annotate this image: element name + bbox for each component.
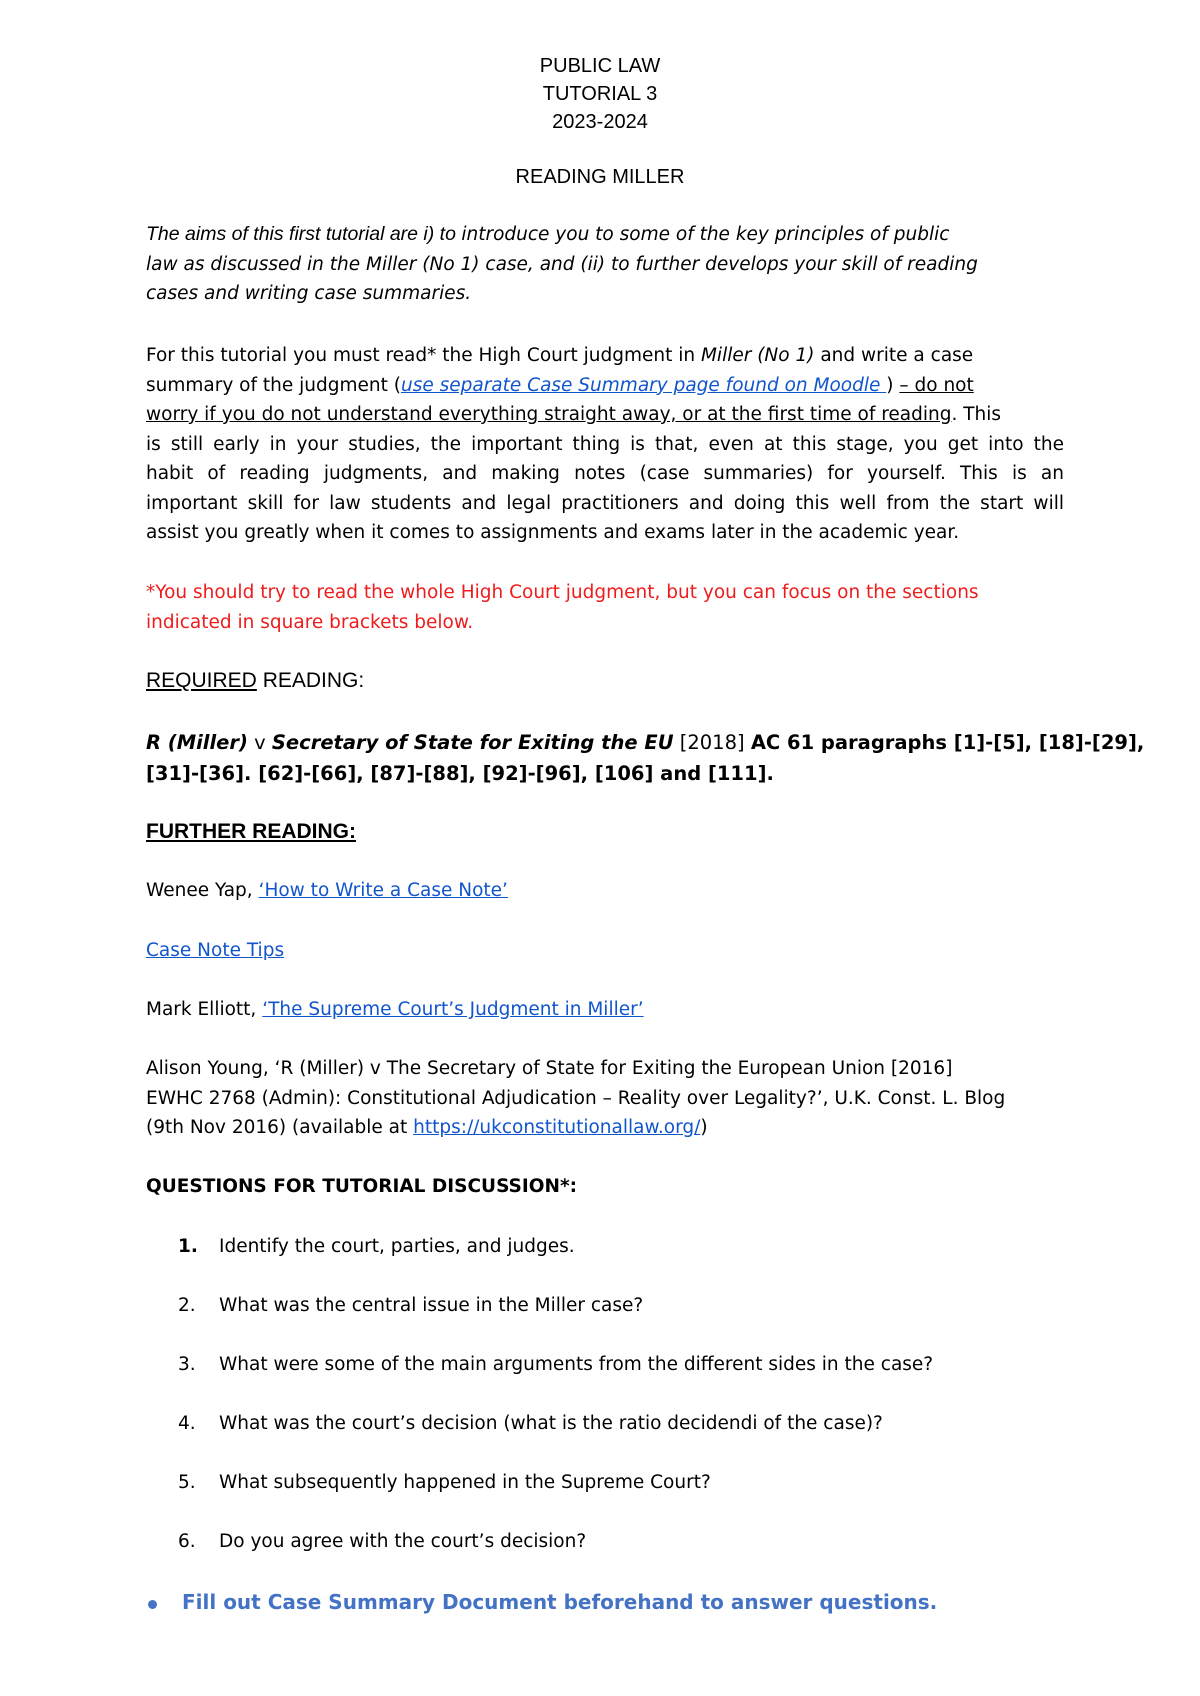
citation-part: [31]-[36]. [62]-[66], [87]-[88], [92]-[96], [106] and [111]. bbox=[146, 762, 774, 785]
further-reading-item-young bbox=[146, 1054, 1064, 1143]
aims-text-part: The aims of this first tutorial are i) to bbox=[146, 223, 462, 245]
page-title: READING MILLER bbox=[515, 166, 685, 188]
academic-year: 2023-2024 bbox=[552, 111, 648, 133]
author-name: Wenee Yap, bbox=[146, 880, 259, 901]
question-text: What were some of the main arguments from the different sides in the case? bbox=[219, 1354, 934, 1375]
question-number: 3. bbox=[178, 1354, 196, 1375]
question-text: Do you agree with the court’s decision? bbox=[219, 1531, 587, 1552]
citation-part: [2018] bbox=[673, 731, 751, 754]
further-reading-item-elliott bbox=[146, 995, 644, 1025]
case-note-tips-link[interactable]: Case Note Tips bbox=[146, 940, 285, 961]
intro-paragraph bbox=[146, 341, 1064, 548]
required-reading-heading bbox=[146, 667, 364, 695]
question-text: What was the court’s decision (what is the ratio decidendi of the case)? bbox=[219, 1413, 883, 1434]
ukconstitutionallaw-link[interactable]: https://ukconstitutionallaw.org/ bbox=[413, 1117, 701, 1138]
intro-text: and write a case bbox=[814, 345, 974, 366]
aims-paragraph bbox=[146, 220, 1064, 309]
focus-note bbox=[146, 578, 1064, 637]
citation-part: R (Miller) bbox=[146, 731, 248, 754]
course-title: PUBLIC LAW bbox=[539, 55, 661, 77]
intro-text: summary of the judgment ( bbox=[146, 374, 401, 396]
further-reading-item-tips bbox=[146, 936, 284, 966]
intro-text: . This bbox=[951, 404, 1002, 425]
young-citation-text: (9th Nov 2016) (available at bbox=[146, 1117, 414, 1138]
citation-part: AC 61 paragraphs [1]-[5], [18]-[29], bbox=[750, 731, 1145, 754]
citation-part: Secretary of State for Exiting the EU bbox=[271, 731, 674, 754]
aims-text-line: cases and writing case summaries. bbox=[146, 283, 472, 304]
further-reading-heading: FURTHER READING: bbox=[146, 820, 356, 843]
citation-part: v bbox=[247, 731, 272, 754]
questions-heading: QUESTIONS FOR TUTORIAL DISCUSSION*: bbox=[146, 1176, 578, 1197]
question-text: Identify the court, parties, and judges. bbox=[219, 1236, 575, 1257]
question-number: 5. bbox=[178, 1472, 196, 1493]
question-number: 2. bbox=[178, 1295, 196, 1316]
intro-underlined-text: – do not bbox=[899, 374, 974, 396]
final-instruction: Fill out Case Summary Document beforehand to answer questions. bbox=[182, 1590, 938, 1614]
required-heading-underlined: REQUIRED bbox=[146, 669, 257, 692]
young-citation-text: ) bbox=[700, 1117, 708, 1138]
case-summary-moodle-link[interactable]: use separate Case Summary page found on Moodle bbox=[400, 374, 887, 396]
intro-underlined-text: worry if you do not understand everything straight away, or at the first time of reading bbox=[146, 404, 952, 425]
aims-text-part: introduce you to some of the key principles of public bbox=[461, 224, 950, 245]
author-name: Mark Elliott, bbox=[146, 999, 263, 1020]
question-text: What was the central issue in the Miller case? bbox=[219, 1295, 644, 1316]
intro-text-line: important skill for law students and legal practitioners and doing this well from the start will bbox=[146, 492, 1064, 514]
question-text: What subsequently happened in the Supreme Court? bbox=[219, 1472, 711, 1493]
focus-note-line: indicated in square brackets below. bbox=[146, 611, 474, 633]
question-number: 4. bbox=[178, 1413, 196, 1434]
aims-text-line: law as discussed in the Miller (No 1) case, and (ii) to further develops your skill of reading bbox=[146, 253, 978, 275]
intro-text: ) bbox=[886, 374, 900, 396]
focus-note-line: *You should try to read the whole High Court judgment, but you can focus on the sections bbox=[146, 582, 979, 603]
tutorial-number: TUTORIAL 3 bbox=[542, 83, 658, 105]
further-reading-item-yap bbox=[146, 876, 508, 906]
required-heading-rest: READING: bbox=[256, 669, 365, 692]
question-number: 1. bbox=[178, 1236, 198, 1257]
required-case-citation bbox=[146, 727, 1145, 789]
case-name: Miller (No 1) bbox=[700, 345, 815, 366]
intro-text-line: assist you greatly when it comes to assignments and exams later in the academic year. bbox=[146, 522, 960, 543]
case-note-link[interactable]: ‘How to Write a Case Note’ bbox=[258, 880, 508, 901]
intro-text-line: habit of reading judgments, and making notes (case summaries) for yourself. This is an bbox=[146, 463, 1064, 484]
young-citation-line: EWHC 2768 (Admin): Constitutional Adjudication – Reality over Legality?’, U.K. Const. L. Blog bbox=[146, 1087, 1006, 1109]
intro-text: For this tutorial you must read* the High Court judgment in bbox=[146, 345, 701, 366]
elliott-miller-link[interactable]: ‘The Supreme Court’s Judgment in Miller’ bbox=[262, 999, 644, 1020]
bullet-icon bbox=[148, 1600, 157, 1609]
question-number: 6. bbox=[178, 1531, 196, 1552]
intro-text-line: is still early in your studies, the important thing is that, even at this stage, you get into the bbox=[146, 433, 1064, 455]
young-citation-line: Alison Young, ‘R (Miller) v The Secretary of State for Exiting the European Union [2016] bbox=[146, 1058, 953, 1079]
